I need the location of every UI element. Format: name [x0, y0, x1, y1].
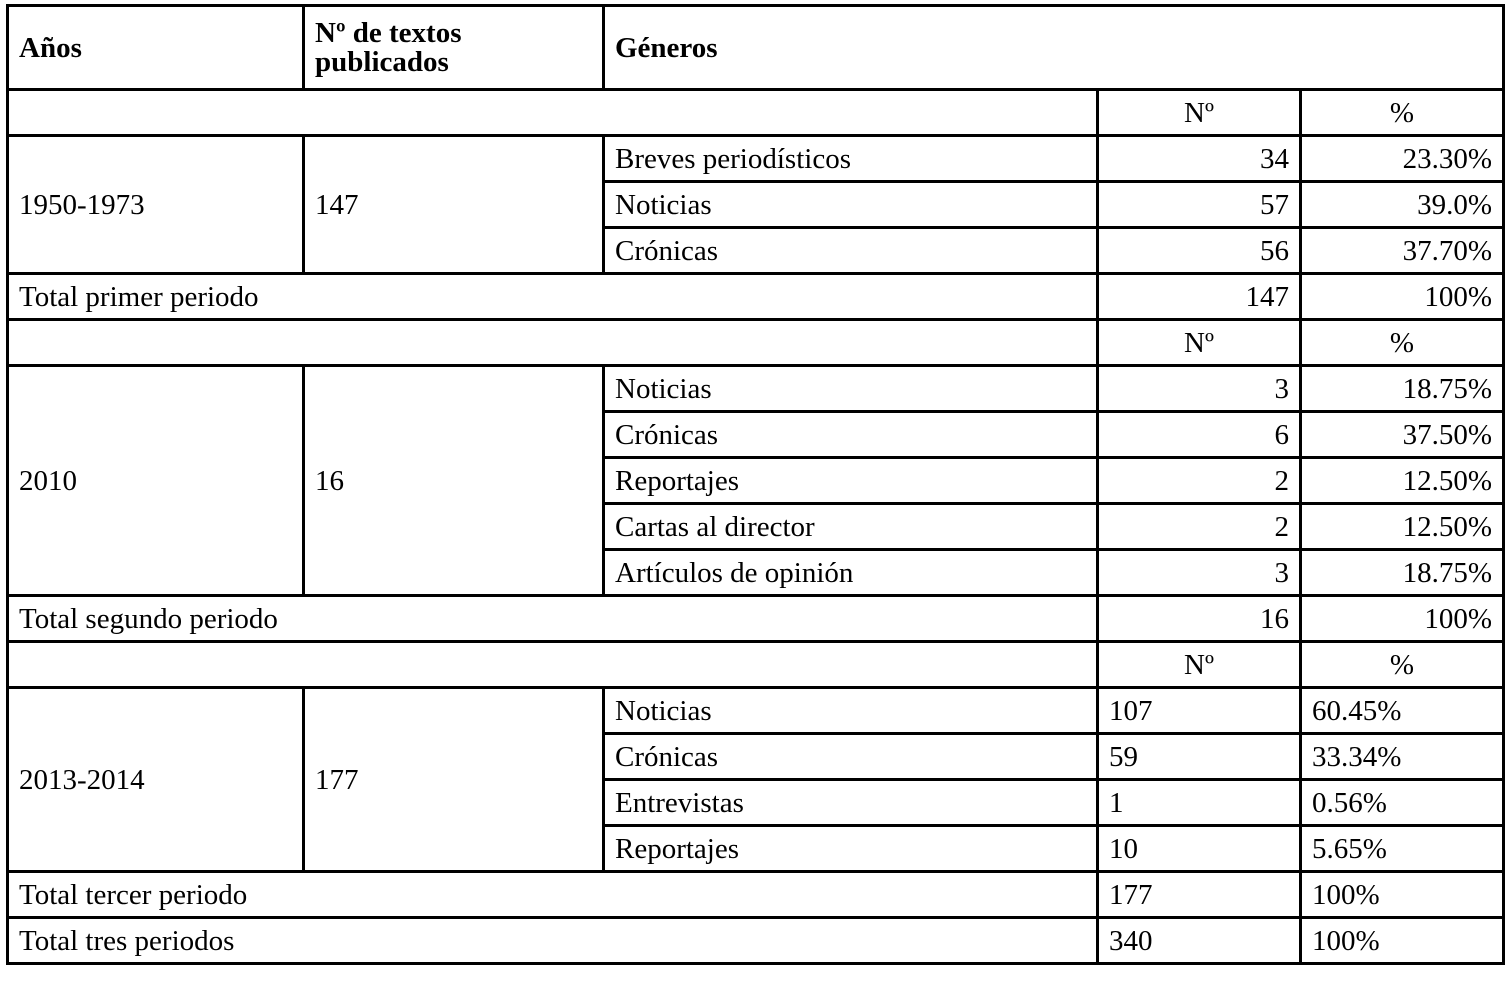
genre-count: 1: [1098, 780, 1301, 826]
grand-total-count: 340: [1098, 918, 1301, 964]
genre-name: Artículos de opinión: [604, 550, 1098, 596]
genre-row: [8, 136, 1504, 182]
genre-count: 34: [1098, 136, 1301, 182]
genre-percent: 18.75%: [1301, 550, 1504, 596]
genre-name: Noticias: [604, 366, 1098, 412]
period-subheader-row: [8, 320, 1504, 366]
genres-table: [6, 4, 1505, 965]
period-total-percent: 100%: [1301, 596, 1504, 642]
genre-name: Crónicas: [604, 228, 1098, 274]
genre-row: [8, 366, 1504, 412]
genre-percent: 0.56%: [1301, 780, 1504, 826]
period-total-row: [8, 596, 1504, 642]
period-texts-count: 16: [304, 366, 604, 596]
subheader-count-label: Nº: [1098, 642, 1301, 688]
genre-percent: 12.50%: [1301, 458, 1504, 504]
subheader-blank: [8, 320, 1098, 366]
header-row: [8, 6, 1504, 90]
period-total-row: [8, 274, 1504, 320]
genre-count: 57: [1098, 182, 1301, 228]
genre-count: 2: [1098, 458, 1301, 504]
genre-count: 107: [1098, 688, 1301, 734]
genre-percent: 37.70%: [1301, 228, 1504, 274]
genre-percent: 23.30%: [1301, 136, 1504, 182]
genre-name: Noticias: [604, 688, 1098, 734]
grand-total-label: Total tres periodos: [8, 918, 1098, 964]
genre-name: Crónicas: [604, 412, 1098, 458]
genre-percent: 12.50%: [1301, 504, 1504, 550]
period-total-percent: 100%: [1301, 872, 1504, 918]
subheader-count-label: Nº: [1098, 320, 1301, 366]
subheader-pct-label: %: [1301, 642, 1504, 688]
period-total-percent: 100%: [1301, 274, 1504, 320]
period-total-label: Total segundo periodo: [8, 596, 1098, 642]
genre-name: Cartas al director: [604, 504, 1098, 550]
genre-percent: 39.0%: [1301, 182, 1504, 228]
header-texts-published: Nº de textos publicados: [304, 6, 604, 90]
subheader-pct-label: %: [1301, 90, 1504, 136]
header-genres: Géneros: [604, 6, 1504, 90]
genre-row: [8, 688, 1504, 734]
genre-name: Breves periodísticos: [604, 136, 1098, 182]
grand-total-percent: 100%: [1301, 918, 1504, 964]
subheader-count-label: Nº: [1098, 90, 1301, 136]
genre-name: Noticias: [604, 182, 1098, 228]
period-total-count: 177: [1098, 872, 1301, 918]
genre-name: Reportajes: [604, 458, 1098, 504]
period-total-row: [8, 872, 1504, 918]
genre-count: 10: [1098, 826, 1301, 872]
genre-percent: 5.65%: [1301, 826, 1504, 872]
period-total-label: Total primer periodo: [8, 274, 1098, 320]
period-subheader-row: [8, 90, 1504, 136]
genre-count: 3: [1098, 366, 1301, 412]
period-years: 2010: [8, 366, 304, 596]
period-total-label: Total tercer periodo: [8, 872, 1098, 918]
subheader-blank: [8, 642, 1098, 688]
period-years: 1950-1973: [8, 136, 304, 274]
subheader-blank: [8, 90, 1098, 136]
grand-total-row: [8, 918, 1504, 964]
period-subheader-row: [8, 642, 1504, 688]
period-total-count: 147: [1098, 274, 1301, 320]
genre-count: 59: [1098, 734, 1301, 780]
period-total-count: 16: [1098, 596, 1301, 642]
genre-count: 2: [1098, 504, 1301, 550]
genre-count: 56: [1098, 228, 1301, 274]
genre-percent: 33.34%: [1301, 734, 1504, 780]
subheader-pct-label: %: [1301, 320, 1504, 366]
genre-percent: 37.50%: [1301, 412, 1504, 458]
genre-name: Entrevistas: [604, 780, 1098, 826]
period-texts-count: 147: [304, 136, 604, 274]
period-years: 2013-2014: [8, 688, 304, 872]
genre-percent: 60.45%: [1301, 688, 1504, 734]
genre-count: 3: [1098, 550, 1301, 596]
header-years: Años: [8, 6, 304, 90]
genre-name: Crónicas: [604, 734, 1098, 780]
genre-name: Reportajes: [604, 826, 1098, 872]
genre-percent: 18.75%: [1301, 366, 1504, 412]
genre-count: 6: [1098, 412, 1301, 458]
period-texts-count: 177: [304, 688, 604, 872]
